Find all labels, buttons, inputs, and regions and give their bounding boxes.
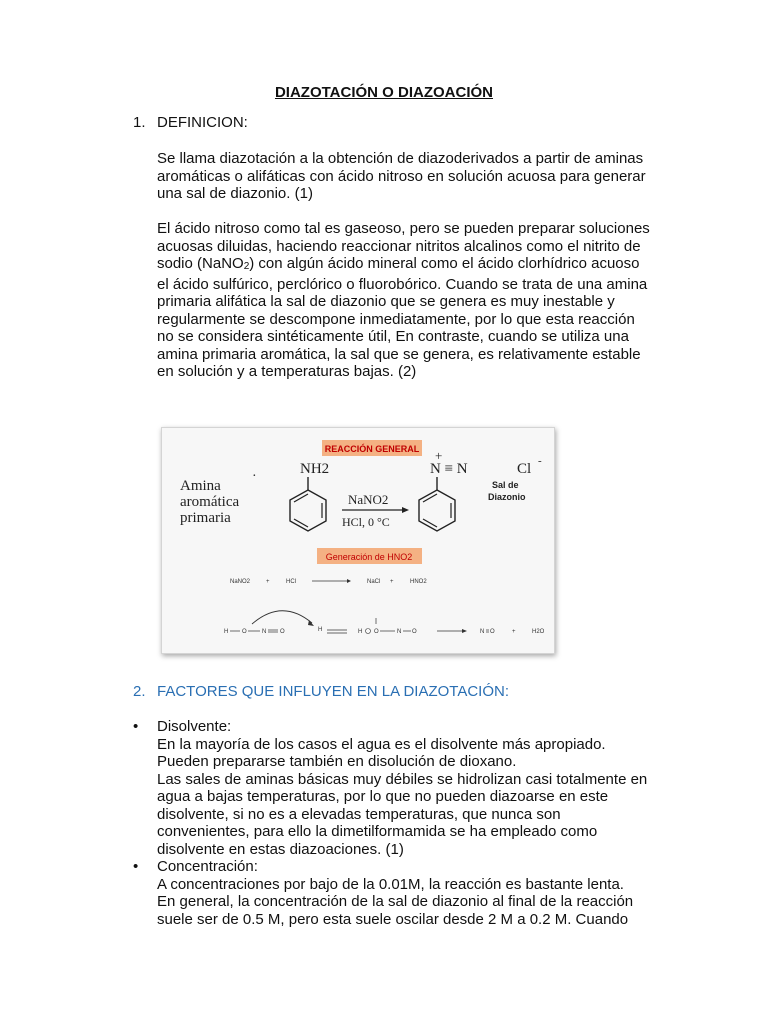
reagent-bottom: HCl, 0 °C — [342, 515, 390, 529]
chloride-label: Cl — [517, 461, 532, 477]
charge-circle — [366, 629, 371, 634]
amine-label-line: aromática — [180, 494, 240, 510]
mech-label: O — [490, 629, 495, 635]
text-line: acuosas diluidas, haciendo reaccionar nitritos alcalinos como el nitrito de — [157, 237, 641, 255]
reagent-top: NaNO2 — [348, 492, 389, 507]
text-line: en solución y a temperaturas bajas. (2) — [157, 363, 417, 380]
text-fragment: sodio (NaNO — [157, 255, 244, 272]
subscript: 2 — [243, 261, 250, 272]
diazonium-label: N ≡ N — [430, 461, 468, 477]
section-2-number: 2. — [133, 683, 146, 700]
mech-label: O — [280, 629, 285, 635]
concentration-section — [157, 858, 658, 928]
equation-arrow-head — [347, 579, 351, 583]
equation-item: + — [266, 579, 270, 585]
banner-reaction-general-text: REACCIÓN GENERAL — [324, 444, 420, 454]
reaction-arrow-head — [402, 507, 409, 513]
text-line: Las sales de aminas básicas muy débiles se hidrolizan casi totalmente en — [157, 770, 648, 788]
curved-arrow — [252, 611, 312, 624]
mech-label: N — [480, 629, 485, 635]
mech-label: H2O — [532, 629, 545, 635]
nh2-label: NH2 — [300, 461, 330, 477]
mech-label: O — [242, 629, 247, 635]
double-bond — [294, 494, 308, 502]
definition-paragraph-2 — [157, 220, 658, 381]
text-line: una sal de diazonio. (1) — [157, 185, 313, 202]
text-line: primaria alifática la sal de diazonio que se genera es muy inestable y — [157, 293, 615, 310]
benzene-ring-aniline — [290, 490, 326, 531]
text-fragment: ) con algún ácido mineral como el ácido clorhídrico acuoso — [249, 255, 640, 272]
text-line: En la mayoría de los casos el agua es el disolvente más apropiado. — [157, 735, 606, 753]
section-1-number: 1. — [133, 114, 146, 131]
text-line: aromáticas o alifáticas con ácido nitroso en solución acuosa para generar — [157, 167, 646, 185]
text-line: no se considera sintéticamente útil, En contraste, cuando se utiliza una — [157, 328, 629, 345]
text-line: Pueden prepararse también en disolución de dioxano. — [157, 753, 517, 770]
section-2-heading: FACTORES QUE INFLUYEN EN LA DIAZOTACIÓN: — [157, 683, 510, 700]
amine-label-line: primaria — [180, 510, 231, 526]
equation-item: NaNO2 — [230, 579, 251, 585]
salt-label-line: Sal de — [492, 480, 519, 490]
text-line: A concentraciones por bajo de la 0.01M, la reacción es bastante lenta. — [157, 875, 624, 893]
bullet-mark: • — [133, 858, 139, 875]
minus-charge: - — [538, 455, 542, 467]
text-line: convenientes, para ello la dimetilformamida se ha empleado como — [157, 823, 598, 840]
plus-charge: + — [435, 448, 443, 463]
text-line: En general, la concentración de la sal de diazonio al final de la reacción — [157, 893, 634, 910]
text-line: agua a bajas temperaturas, por lo que no pueden diazoarse en este — [157, 788, 609, 805]
definition-paragraph-1 — [157, 150, 658, 203]
reaction-figure — [161, 427, 555, 654]
concentration-title: Concentración: — [157, 858, 258, 875]
double-bond — [423, 519, 437, 527]
text-line: regularmente se descompone inmediatamente, por lo que esta reacción — [157, 310, 635, 328]
text-line: el ácido sulfúrico, perclórico o fluorobórico. Cuando se trata de una amina — [157, 275, 648, 293]
double-bond — [423, 494, 437, 502]
document-title: DIAZOTACIÓN O DIAZOACIÓN — [274, 84, 494, 101]
reaction-diagram — [162, 428, 554, 653]
banner-hno2-text: Generación de HNO2 — [325, 552, 413, 562]
curved-arrow-head — [308, 620, 314, 626]
equation-item: HCl — [286, 579, 296, 585]
text-line: El ácido nitroso como tal es gaseoso, pero se pueden preparar soluciones — [157, 220, 650, 237]
salt-label-line: Diazonio — [488, 492, 526, 502]
text-line: disolvente, si no es a elevadas temperaturas, que nunca son — [157, 805, 561, 823]
solvent-title: Disolvente: — [157, 718, 232, 735]
benzene-ring-diazonium — [419, 490, 455, 531]
dot-mark: · — [252, 469, 257, 484]
mech-label: O — [374, 629, 379, 635]
equation-item: NaCl — [367, 579, 381, 585]
section-1-heading: DEFINICION: — [157, 114, 248, 131]
mech-label: H — [358, 629, 363, 635]
mech-label: N — [397, 629, 402, 635]
equation-item: HNO2 — [410, 579, 427, 585]
mech-label: H — [224, 629, 229, 635]
text-line: Se llama diazotación a la obtención de diazoderivados a partir de aminas — [157, 150, 644, 167]
equation-item: + — [390, 579, 394, 585]
text-line: disolvente en estas diazoaciones. (1) — [157, 840, 404, 858]
text-line — [157, 255, 658, 276]
text-line: suele ser de 0.5 M, pero esta suele oscilar desde 2 M a 0.2 M. Cuando — [157, 910, 629, 928]
mech-label: O — [412, 629, 417, 635]
double-bond — [294, 519, 308, 527]
bullet-mark: • — [133, 718, 139, 735]
mechanism-arrow-head — [462, 629, 467, 633]
mech-label: + — [512, 629, 516, 635]
solvent-section — [157, 718, 658, 858]
amine-label-line: Amina — [180, 478, 221, 494]
text-line: amina primaria aromática, la sal que se genera, es relativamente estable — [157, 345, 641, 363]
mech-label: N — [262, 629, 267, 635]
mech-label: H — [318, 627, 323, 633]
